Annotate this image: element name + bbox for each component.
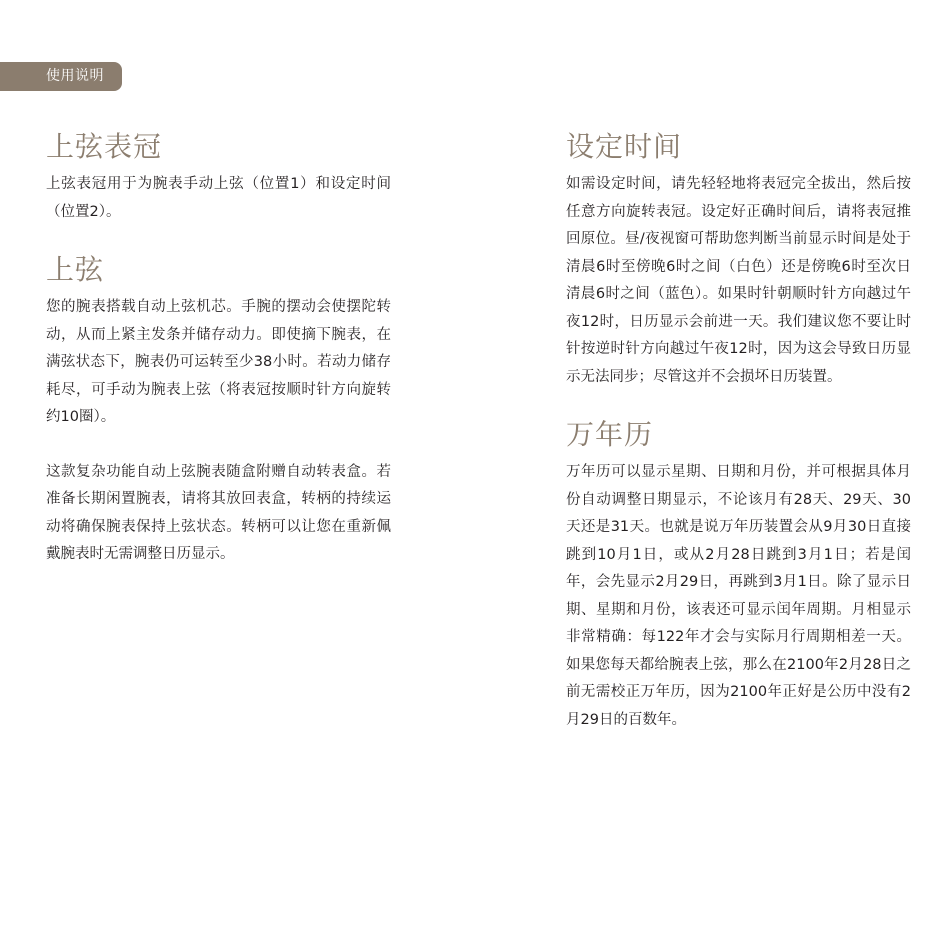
- section-tab: [0, 62, 122, 91]
- crown-section: [46, 127, 391, 226]
- set-time-section: [566, 127, 911, 391]
- section-tab-label: 使用说明: [46, 68, 104, 84]
- winding-heading: 上弦: [46, 253, 105, 286]
- right-column: [566, 127, 911, 734]
- set-time-text: 如需设定时间，请先轻轻地将表冠完全拔出，然后按任意方向旋转表冠。设定好正确时间后，请将表冠推回原位。昼/夜视窗可帮助您判断当前显示时间是处于清晨6时至傍晚6时之间（白色）还是傍晚6时至次日清晨6时之间（蓝色）。如果时针朝顺时针方向越过午夜12时，日历显示会前进一天。我们建议您不要让时针按逆时针方向越过午夜12时，因为这会导致日历显示无法同步；尽管这并不会损坏日历装置。: [566, 176, 911, 385]
- perpetual-calendar-section: [566, 415, 911, 734]
- perpetual-calendar-text: 万年历可以显示星期、日期和月份，并可根据具体月份自动调整日期显示，不论该月有28天、29天、30天还是31天。也就是说万年历装置会从9月30日直接跳到10月1日，或从2月28日跳到3月1日；若是闰年，会先显示2月29日，再跳到3月1日。除了显示日期、星期和月份，该表还可显示闰年周期。月相显示非常精确：每122年才会与实际月行周期相差一天。如果您每天都给腕表上弦，那么在2100年2月28日之前无需校正万年历，因为2100年正好是公历中没有2月29日的百数年。: [566, 464, 911, 728]
- set-time-heading: 设定时间: [566, 130, 683, 163]
- crown-heading: 上弦表冠: [46, 130, 163, 163]
- winding-paragraph-2: 这款复杂功能自动上弦腕表随盒附赠自动转表盒。若准备长期闲置腕表，请将其放回表盒，转柄的持续运动将确保腕表保持上弦状态。转柄可以让您在重新佩戴腕表时无需调整日历显示。: [46, 463, 391, 562]
- perpetual-calendar-heading: 万年历: [566, 418, 654, 451]
- crown-text: 上弦表冠用于为腕表手动上弦（位置1）和设定时间（位置2）。: [46, 176, 391, 220]
- winding-section: [46, 250, 391, 569]
- winding-paragraph-1: 您的腕表搭载自动上弦机芯。手腕的摆动会使摆陀转动，从而上紧主发条并储存动力。即使摘下腕表，在满弦状态下，腕表仍可运转至少38小时。若动力储存耗尽，可手动为腕表上弦（将表冠按顺时针方向旋转约10圈）。: [46, 299, 391, 425]
- left-column: [46, 127, 391, 569]
